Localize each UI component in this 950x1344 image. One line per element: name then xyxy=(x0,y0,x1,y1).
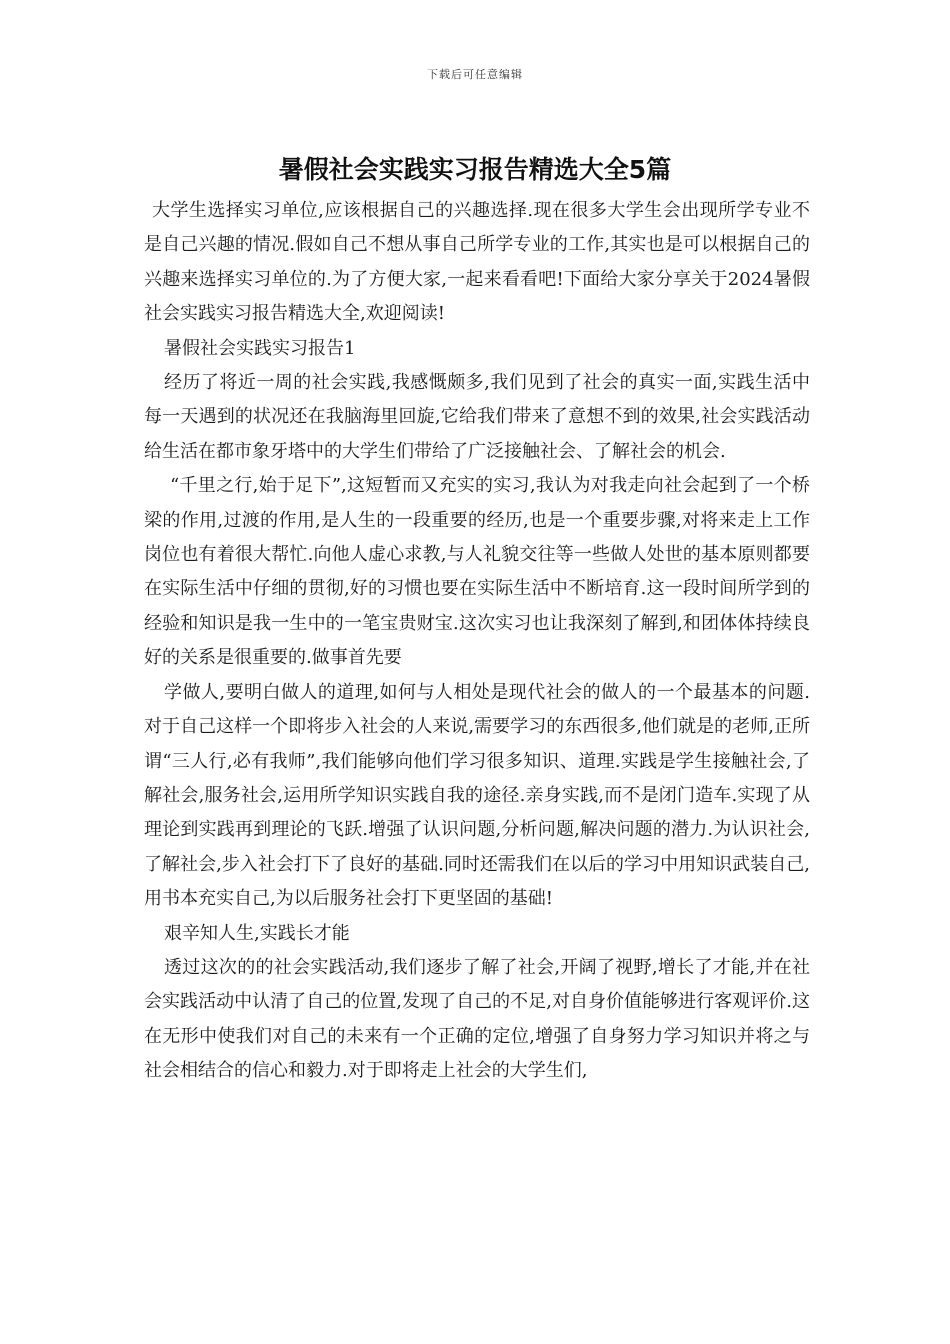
document-body xyxy=(144,194,810,1089)
section-heading-report-1: 暑假社会实践实习报告1 xyxy=(164,337,356,359)
paragraph-1: 经历了将近一周的社会实践,我感慨颇多,我们见到了社会的真实一面,实践生活中每一天遇到的状况还在我脑海里回旋,它给我们带来了意想不到的效果,社会实践活动给生活在都市象牙塔中的大学生们带给了广泛接触社会、了解社会的机会. xyxy=(144,372,810,462)
paragraph-2: “千里之行,始于足下”,这短暂而又充实的实习,我认为对我走向社会起到了一个桥梁的作用,过渡的作用,是人生的一段重要的经历,也是一个重要步骤,对将来走上工作岗位也有着很大帮忙.向他人虚心求教,与人礼貌交往等一些做人处世的基本原则都要在实际生活中仔细的贯彻,好的习惯也要在实际生活中不断培育.这一段时间所学到的经验和知识是我一生中的一笔宝贵财宝.这次实习也让我深刻了解到,和团体体持续良好的关系是很重要的.做事首先要 xyxy=(144,475,810,669)
paragraph-4: 透过这次的的社会实践活动,我们逐步了解了社会,开阔了视野,增长了才能,并在社会实践活动中认清了自己的位置,发现了自己的不足,对自身价值能够进行客观评价.这在无形中使我们对自己的未来有一个正确的定位,增强了自身努力学习知识并将之与社会相结合的信心和毅力.对于即将走上社会的大学生们, xyxy=(144,956,810,1082)
download-note: 下载后可任意编辑 xyxy=(427,68,523,81)
section-heading-hardship: 艰辛知人生,实践长才能 xyxy=(164,922,350,944)
intro-paragraph: 大学生选择实习单位,应该根据自己的兴趣选择.现在很多大学生会出现所学专业不是自己兴趣的情况.假如自己不想从事自己所学专业的工作,其实也是可以根据自己的兴趣来选择实习单位的.为了方便大家,一起来看看吧!下面给大家分享关于2024暑假社会实践实习报告精选大全,欢迎阅读! xyxy=(144,200,810,325)
document-title: 暑假社会实践实习报告精选大全5篇 xyxy=(278,155,672,184)
paragraph-3: 学做人,要明白做人的道理,如何与人相处是现代社会的做人的一个最基本的问题.对于自己这样一个即将步入社会的人来说,需要学习的东西很多,他们就是的老师,正所谓“三人行,必有我师”,我们能够向他们学习很多知识、道理.实践是学生接触社会,了解社会,服务社会,运用所学知识实践自我的途径.亲身实践,而不是闭门造车.实现了从理论到实践再到理论的飞跃.增强了认识问题,分析问题,解决问题的潜力.为认识社会,了解社会,步入社会打下了良好的基础.同时还需我们在以后的学习中用知识武装自己,用书本充实自己,为以后服务社会打下更坚固的基础! xyxy=(144,681,810,910)
